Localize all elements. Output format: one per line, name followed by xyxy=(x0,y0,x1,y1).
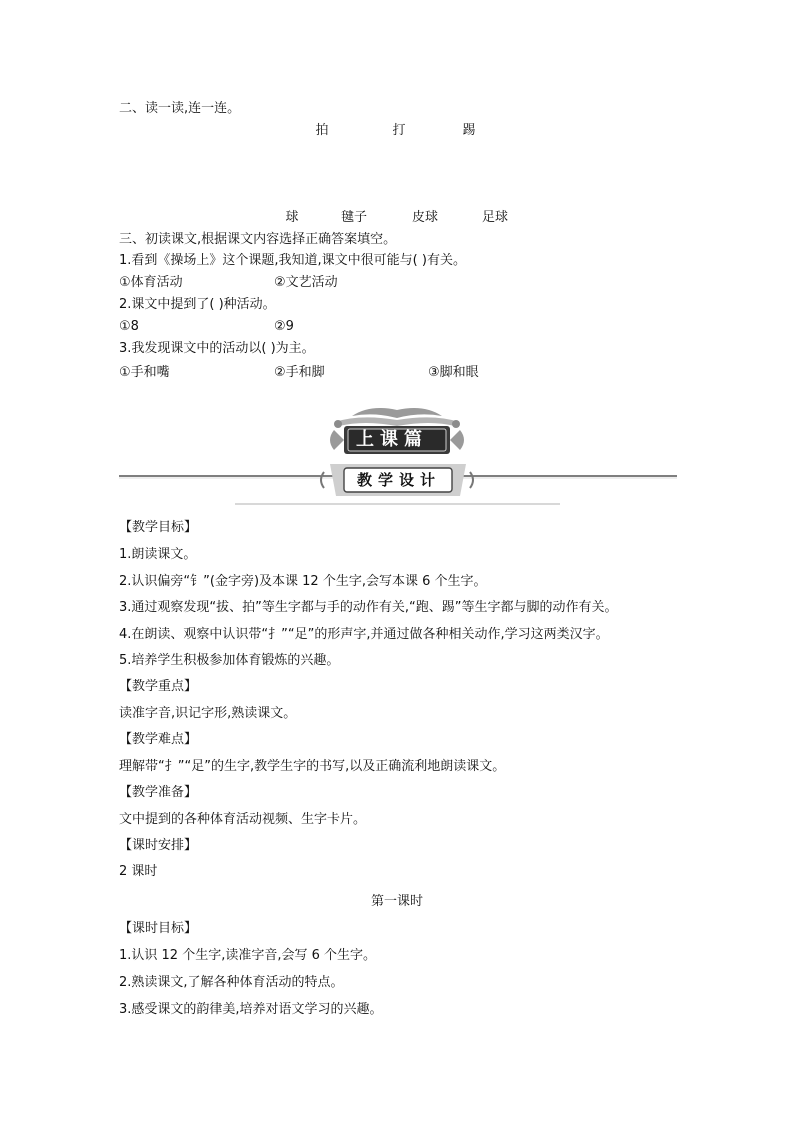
section2-heading: 二、读一读,连一连。 xyxy=(119,101,241,116)
object-zuqiu: 足球 xyxy=(481,210,509,225)
object-piqiu: 皮球 xyxy=(411,210,439,225)
q3-option-1: ①手和嘴 xyxy=(119,365,170,380)
q2-option-2: ②9 xyxy=(274,319,294,334)
q2-option-1: ①8 xyxy=(119,319,139,334)
schedule-heading: 【课时安排】 xyxy=(119,838,198,853)
section3-heading: 三、初读课文,根据课文内容选择正确答案填空。 xyxy=(119,232,397,247)
goal-4: 4.在朗读、观察中认识带“扌”“足”的形声字,并通过做各种相关动作,学习这两类汉字。 xyxy=(119,627,609,642)
section-banner xyxy=(0,400,794,510)
period-goal-1: 1.认识 12 个生字,读准字音,会写 6 个生字。 xyxy=(119,948,377,963)
goal-3: 3.通过观察发现“拔、拍”等生字都与手的动作有关,“跑、踢”等生字都与脚的动作有关。 xyxy=(119,600,618,615)
preparation-heading: 【教学准备】 xyxy=(119,785,198,800)
period-goals-heading: 【课时目标】 xyxy=(119,921,198,936)
verb-ti: 踢 xyxy=(462,123,476,138)
key-points: 读准字音,识记字形,熟读课文。 xyxy=(119,706,297,721)
q1-option-1: ①体育活动 xyxy=(119,275,183,290)
q1-option-2: ②文艺活动 xyxy=(274,275,338,290)
teaching-goals-heading: 【教学目标】 xyxy=(119,520,198,535)
key-points-heading: 【教学重点】 xyxy=(119,679,198,694)
difficulties: 理解带“扌”“足”的生字,教学生字的书写,以及正确流利地朗读课文。 xyxy=(119,759,506,774)
period-goal-3: 3.感受课文的韵律美,培养对语文学习的兴趣。 xyxy=(119,1002,383,1017)
goal-1: 1.朗读课文。 xyxy=(119,547,197,562)
difficulties-heading: 【教学难点】 xyxy=(119,732,198,747)
goal-5: 5.培养学生积极参加体育锻炼的兴趣。 xyxy=(119,653,340,668)
verb-pai: 拍 xyxy=(315,123,329,138)
preparation: 文中提到的各种体育活动视频、生字卡片。 xyxy=(119,812,367,827)
schedule: 2 课时 xyxy=(119,864,158,879)
period-title: 第一课时 xyxy=(370,894,424,909)
question-2: 2.课文中提到了( )种活动。 xyxy=(119,297,276,312)
object-jianzi: 毽子 xyxy=(340,210,368,225)
question-1: 1.看到《操场上》这个课题,我知道,课文中很可能与( )有关。 xyxy=(119,253,466,268)
period-goal-2: 2.熟读课文,了解各种体育活动的特点。 xyxy=(119,975,344,990)
banner-subtitle: 教学设计 xyxy=(357,471,442,489)
banner-title: 上课篇 xyxy=(356,429,428,450)
object-qiu: 球 xyxy=(285,210,299,225)
verb-da: 打 xyxy=(392,123,406,138)
question-3: 3.我发现课文中的活动以( )为主。 xyxy=(119,341,315,356)
banner-ornament-graphic xyxy=(0,400,794,510)
q3-option-2: ②手和脚 xyxy=(274,365,325,380)
goal-2: 2.认识偏旁“钅”(金字旁)及本课 12 个生字,会写本课 6 个生字。 xyxy=(119,574,487,589)
q3-option-3: ③脚和眼 xyxy=(428,365,479,380)
